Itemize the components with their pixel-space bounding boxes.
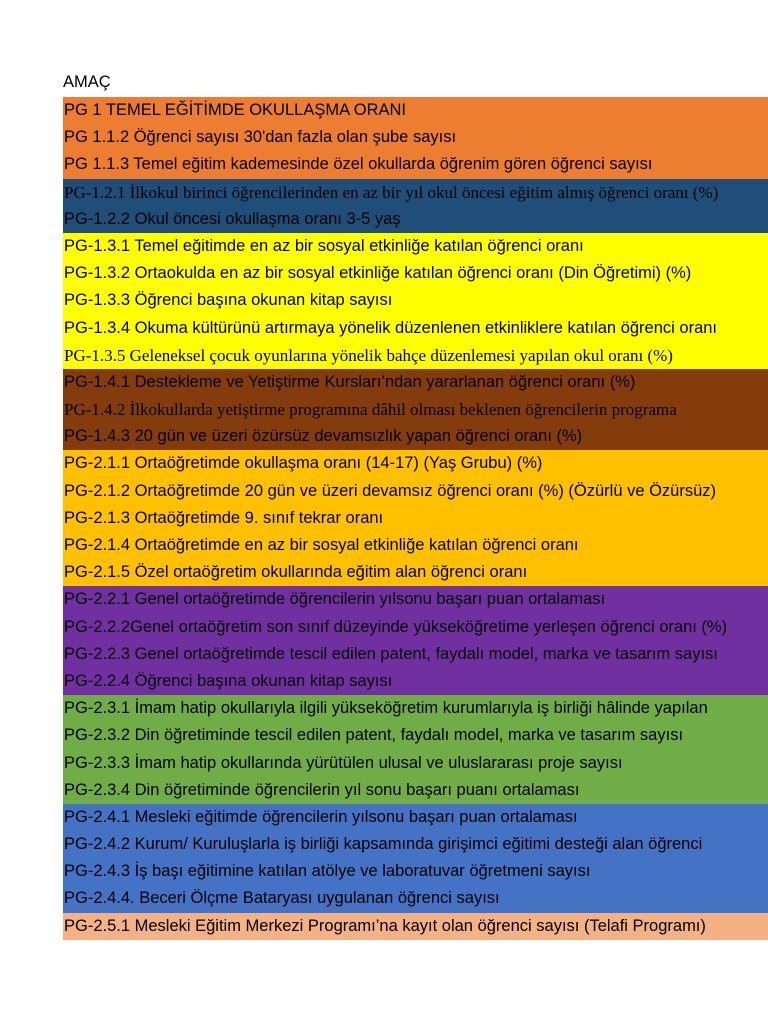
indicator-table: [63, 97, 768, 940]
table-row[interactable]: PG-1.3.5 Geleneksel çocuk oyunlarına yönelik bahçe düzenlemesi yapılan okul oranı (%): [63, 342, 768, 369]
table-row[interactable]: PG-2.5.1 Mesleki Eğitim Merkezi Programı’na kayıt olan öğrenci sayısı (Telafi Programı): [63, 913, 768, 940]
amac-header: AMAÇ: [63, 73, 111, 91]
table-row[interactable]: PG 1.1.2 Öğrenci sayısı 30'dan fazla olan şube sayısı: [63, 124, 768, 151]
table-row[interactable]: PG-1.3.3 Öğrenci başına okunan kitap sayısı: [63, 287, 768, 314]
table-row[interactable]: PG-1.4.3 20 gün ve üzeri özürsüz devamsızlık yapan öğrenci oranı (%): [63, 423, 768, 450]
table-row[interactable]: PG-1.4.1 Destekleme ve Yetiştirme Kursları’ndan yararlanan öğrenci oranı (%): [63, 369, 768, 396]
table-row[interactable]: PG-2.3.3 İmam hatip okullarında yürütülen ulusal ve uluslararası proje sayısı: [63, 750, 768, 777]
table-row[interactable]: PG-1.3.1 Temel eğitimde en az bir sosyal etkinliğe katılan öğrenci oranı: [63, 233, 768, 260]
table-row[interactable]: PG-1.2.1 İlkokul birinci öğrencilerinden en az bir yıl okul öncesi eğitim almış öğrenci oranı (%): [63, 179, 768, 206]
table-row[interactable]: PG-2.2.4 Öğrenci başına okunan kitap sayısı: [63, 668, 768, 695]
table-row[interactable]: PG-1.4.2 İlkokullarda yetiştirme programına dâhil olması beklenen öğrencilerin programa: [63, 396, 768, 423]
table-row[interactable]: PG-1.3.4 Okuma kültürünü artırmaya yönelik düzenlenen etkinliklere katılan öğrenci oranı: [63, 315, 768, 342]
table-row[interactable]: PG-2.4.4. Beceri Ölçme Bataryası uygulanan öğrenci sayısı: [63, 885, 768, 912]
table-row[interactable]: PG-1.2.2 Okul öncesi okullaşma oranı 3-5 yaş: [63, 206, 768, 233]
table-row[interactable]: PG-2.3.2 Din öğretiminde tescil edilen patent, faydalı model, marka ve tasarım sayısı: [63, 722, 768, 749]
table-row[interactable]: PG-2.2.2Genel ortaöğretim son sınıf düzeyinde yükseköğretime yerleşen öğrenci oranı (%): [63, 614, 768, 641]
table-row[interactable]: PG-2.4.3 İş başı eğitimine katılan atölye ve laboratuvar öğretmeni sayısı: [63, 858, 768, 885]
table-row[interactable]: PG-2.4.1 Mesleki eğitimde öğrencilerin yılsonu başarı puan ortalaması: [63, 804, 768, 831]
table-row[interactable]: PG-2.4.2 Kurum/ Kuruluşlarla iş birliği kapsamında girişimci eğitimi desteği alan öğrenci: [63, 831, 768, 858]
table-row[interactable]: PG-2.1.4 Ortaöğretimde en az bir sosyal etkinliğe katılan öğrenci oranı: [63, 532, 768, 559]
table-row[interactable]: PG-2.3.4 Din öğretiminde öğrencilerin yıl sonu başarı puanı ortalaması: [63, 777, 768, 804]
table-row[interactable]: PG-2.3.1 İmam hatip okullarıyla ilgili yükseköğretim kurumlarıyla iş birliği hâlinde yapılan: [63, 695, 768, 722]
table-row[interactable]: PG-2.2.1 Genel ortaöğretimde öğrencilerin yılsonu başarı puan ortalaması: [63, 586, 768, 613]
table-row[interactable]: PG-2.2.3 Genel ortaöğretimde tescil edilen patent, faydalı model, marka ve tasarım sayısı: [63, 641, 768, 668]
table-row[interactable]: PG-2.1.1 Ortaöğretimde okullaşma oranı (14-17) (Yaş Grubu) (%): [63, 450, 768, 477]
table-row[interactable]: PG 1 TEMEL EĞİTİMDE OKULLAŞMA ORANI: [63, 97, 768, 124]
table-row[interactable]: PG-2.1.3 Ortaöğretimde 9. sınıf tekrar oranı: [63, 505, 768, 532]
table-row[interactable]: PG-2.1.5 Özel ortaöğretim okullarında eğitim alan öğrenci oranı: [63, 559, 768, 586]
table-row[interactable]: PG-1.3.2 Ortaokulda en az bir sosyal etkinliğe katılan öğrenci oranı (Din Öğretimi) (%): [63, 260, 768, 287]
table-row[interactable]: PG 1.1.3 Temel eğitim kademesinde özel okullarda öğrenim gören öğrenci sayısı: [63, 151, 768, 178]
table-row[interactable]: PG-2.1.2 Ortaöğretimde 20 gün ve üzeri devamsız öğrenci oranı (%) (Özürlü ve Özürsüz): [63, 478, 768, 505]
